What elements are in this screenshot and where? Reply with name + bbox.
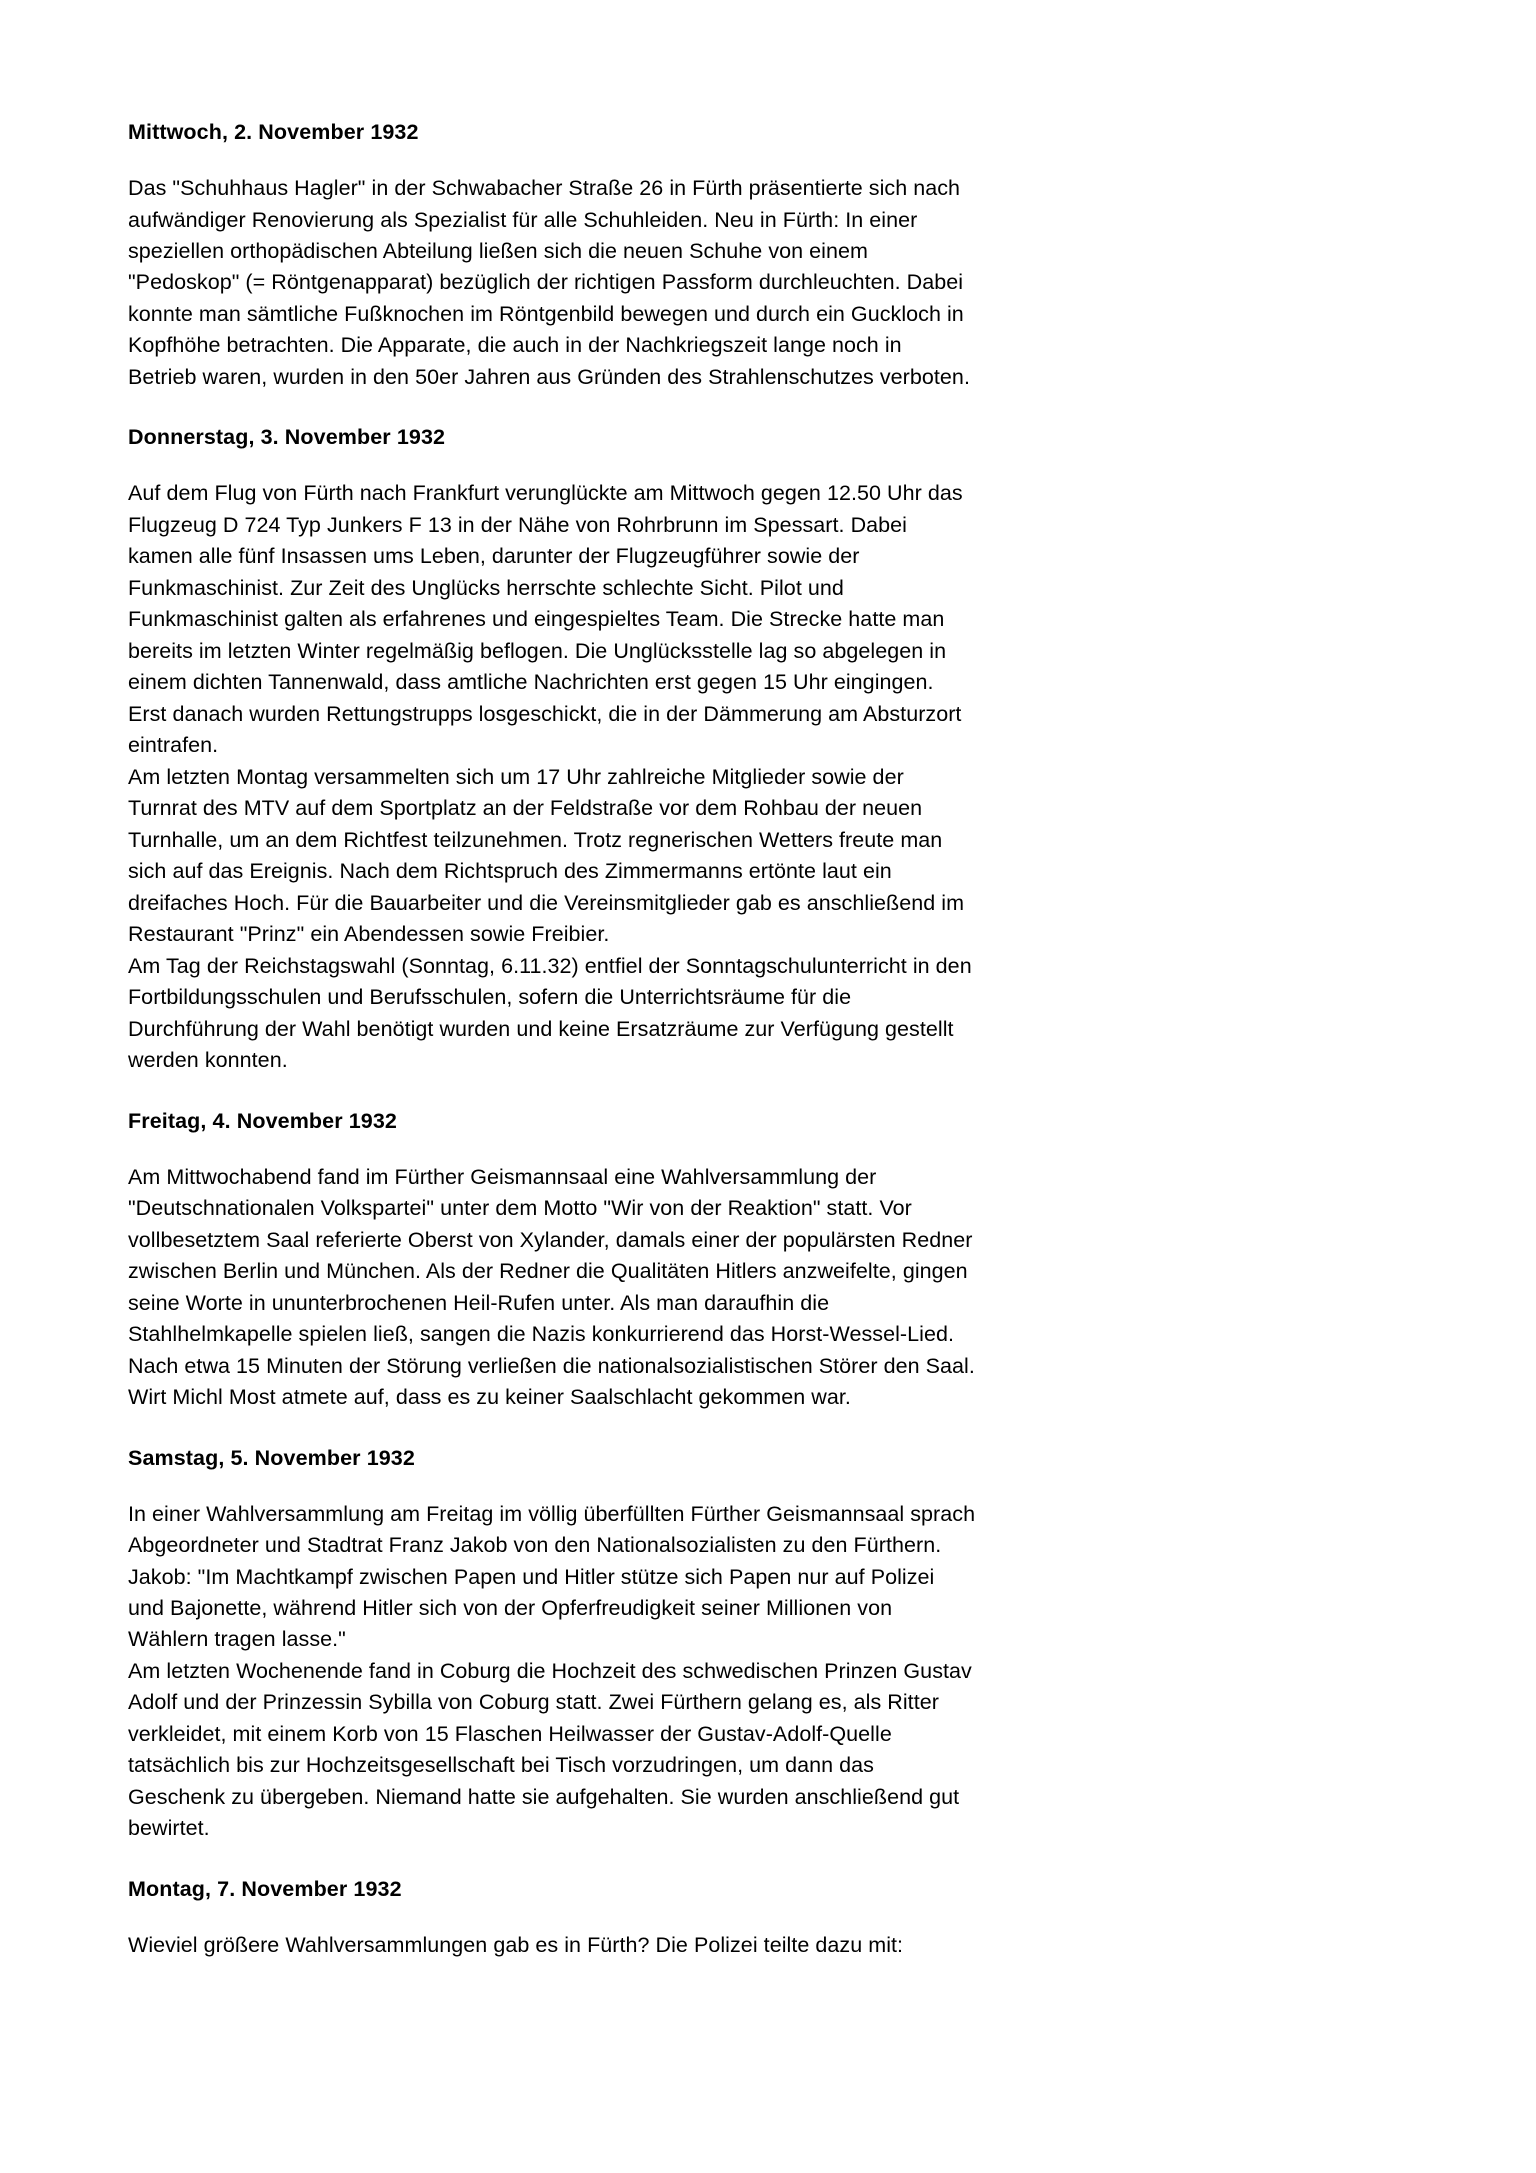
diary-entry (128, 1107, 976, 1414)
document-body (128, 118, 976, 1961)
entry-body (128, 1162, 976, 1414)
entry-date-heading: Donnerstag, 3. November 1932 (128, 425, 446, 450)
entry-paragraph: Auf dem Flug von Fürth nach Frankfurt verunglückte am Mittwoch gegen 12.50 Uhr das Flugzeug D 724 Typ Junkers F 13 in der Nähe von Rohrbrunn im Spessart. Dabei kamen alle fünf Insassen ums Leben, darunter der Flugzeugführer sowie der Funkmaschinist. Zur Zeit des Unglücks herrschte schlechte Sicht. Pilot und Funkmaschinist galten als erfahrenes und eingespieltes Team. Die Strecke hatte man bereits im letzten Winter regelmäßig beflogen. Die Unglücksstelle lag so abgelegen in einem dichten Tannenwald, dass amtliche Nachrichten erst gegen 15 Uhr eingingen. Erst danach wurden Rettungstrupps losgeschickt, die in der Dämmerung am Absturzort eintrafen. (128, 481, 963, 758)
diary-entry (128, 1875, 976, 1962)
entry-date-heading: Freitag, 4. November 1932 (128, 1108, 397, 1133)
entry-paragraph: Am letzten Montag versammelten sich um 17 Uhr zahlreiche Mitglieder sowie der Turnrat des MTV auf dem Sportplatz an der Feldstraße vor dem Rohbau der neuen Turnhalle, um an dem Richtfest teilzunehmen. Trotz regnerischen Wetters freute man sich auf das Ereignis. Nach dem Richtspruch des Zimmermanns ertönte laut ein dreifaches Hoch. Für die Bauarbeiter und die Vereinsmitglieder gab es anschließend im Restaurant "Prinz" ein Abendessen sowie Freibier. (128, 764, 965, 947)
entry-date-heading: Montag, 7. November 1932 (128, 1876, 402, 1901)
diary-entry (128, 1444, 976, 1845)
entry-body (128, 1930, 976, 1961)
entry-body (128, 478, 976, 1076)
entry-paragraph: Am Tag der Reichstagswahl (Sonntag, 6.11.32) entfiel der Sonntagschulunterricht in den Fortbildungsschulen und Berufsschulen, sofern die Unterrichtsräume für die Durchführung der Wahl benötigt wurden und keine Ersatzräume zur Verfügung gestellt werden konnten. (128, 953, 972, 1073)
entry-paragraph: In einer Wahlversammlung am Freitag im völlig überfüllten Fürther Geismannsaal sprach Abgeordneter und Stadtrat Franz Jakob von den Nationalsozialisten zu den Fürthern. Jakob: "Im Machtkampf zwischen Papen und Hitler stütze sich Papen nur auf Polizei und Bajonette, während Hitler sich von der Opferfreudigkeit seiner Millionen von Wählern tragen lasse." (128, 1501, 976, 1652)
entry-paragraph: Das "Schuhhaus Hagler" in der Schwabacher Straße 26 in Fürth präsentierte sich nach aufwändiger Renovierung als Spezialist für alle Schuhleiden. Neu in Fürth: In einer speziellen orthopädischen Abteilung ließen sich die neuen Schuhe von einem "Pedoskop" (= Röntgenapparat) bezüglich der richtigen Passform durchleuchten. Dabei konnte man sämtliche Fußknochen im Röntgenbild bewegen und durch ein Guckloch in Kopfhöhe betrachten. Die Apparate, die auch in der Nachkriegszeit lange noch in Betrieb waren, wurden in den 50er Jahren aus Gründen des Strahlenschutzes verboten. (128, 176, 970, 389)
entry-paragraph: Wieviel größere Wahlversammlungen gab es in Fürth? Die Polizei teilte dazu mit: (128, 1932, 904, 1957)
entry-paragraph: Am Mittwochabend fand im Fürther Geismannsaal eine Wahlversammlung der "Deutschnationalen Volkspartei" unter dem Motto "Wir von der Reaktion" statt. Vor vollbesetztem Saal referierte Oberst von Xylander, damals einer der populärsten Redner zwischen Berlin und München. Als der Redner die Qualitäten Hitlers anzweifelte, gingen seine Worte in ununterbrochenen Heil-Rufen unter. Als man daraufhin die Stahlhelmkapelle spielen ließ, sangen die Nazis konkurrierend das Horst-Wessel-Lied. Nach etwa 15 Minuten der Störung verließen die nationalsozialistischen Störer den Saal. Wirt Michl Most atmete auf, dass es zu keiner Saalschlacht gekommen war. (128, 1164, 975, 1410)
diary-entry (128, 118, 976, 393)
entry-body (128, 173, 976, 393)
diary-entry (128, 423, 976, 1076)
entry-date-heading: Samstag, 5. November 1932 (128, 1445, 415, 1470)
entry-paragraph: Am letzten Wochenende fand in Coburg die Hochzeit des schwedischen Prinzen Gustav Adolf und der Prinzessin Sybilla von Coburg statt. Zwei Fürthern gelang es, als Ritter verkleidet, mit einem Korb von 15 Flaschen Heilwasser der Gustav-Adolf-Quelle tatsächlich bis zur Hochzeitsgesellschaft bei Tisch vorzudringen, um dann das Geschenk zu übergeben. Niemand hatte sie aufgehalten. Sie wurden anschließend gut bewirtet. (128, 1658, 972, 1841)
entry-body (128, 1499, 976, 1845)
entry-date-heading: Mittwoch, 2. November 1932 (128, 120, 419, 144)
